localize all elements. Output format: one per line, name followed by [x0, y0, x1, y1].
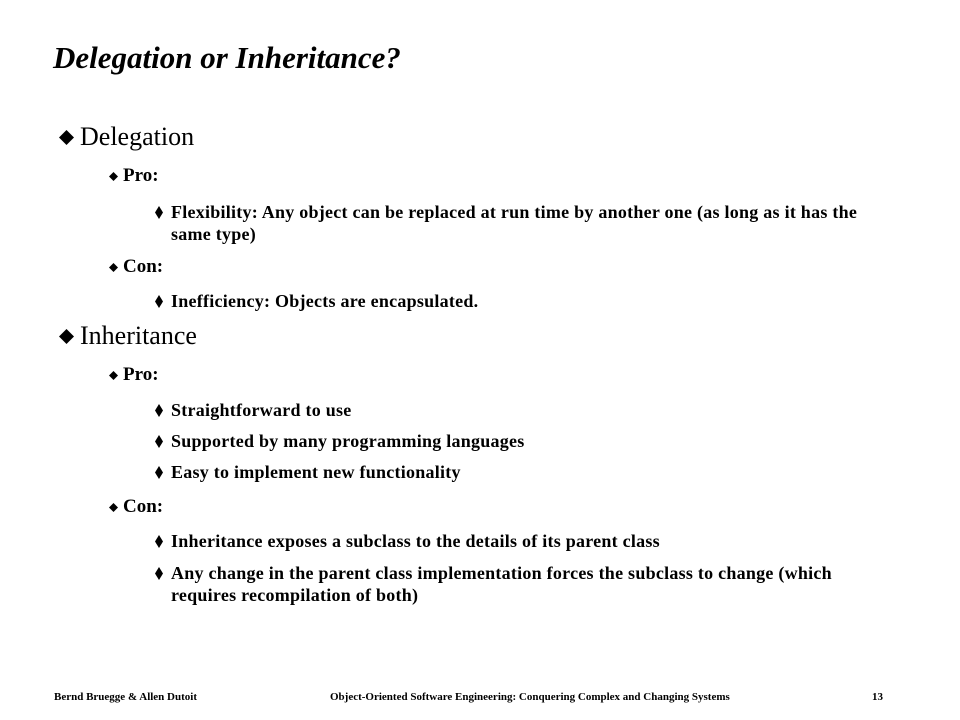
- list-item: [147, 562, 883, 606]
- list-item: [147, 201, 883, 245]
- diamond-bullet-icon: [52, 122, 80, 152]
- section-inheritance: [52, 321, 197, 351]
- group-label: Con:: [123, 496, 164, 517]
- list-item-text: Flexibility: Any object can be replaced at run time by another one (as long as it has the same type): [171, 202, 858, 244]
- list-item: [147, 461, 883, 483]
- list-item-text: Easy to implement new functionality: [171, 462, 461, 482]
- tall-diamond-bullet-icon: [147, 201, 171, 223]
- list-item-text: Supported by many programming languages: [171, 431, 525, 451]
- list-item: [147, 399, 883, 421]
- list-item: [147, 290, 883, 312]
- group-label: Con:: [123, 256, 164, 277]
- list-item-text: Inheritance exposes a subclass to the details of its parent class: [171, 531, 660, 551]
- footer-book-title: Object-Oriented Software Engineering: Conquering Complex and Changing Systems: [330, 691, 730, 703]
- section-delegation: [52, 122, 194, 152]
- list-item: [147, 530, 883, 552]
- small-diamond-bullet-icon: [103, 364, 123, 386]
- section-heading: Delegation: [80, 122, 195, 151]
- list-item-text: Straightforward to use: [171, 400, 352, 420]
- footer-authors: Bernd Bruegge & Allen Dutoit: [54, 691, 197, 703]
- footer-page-number: 13: [872, 691, 883, 703]
- tall-diamond-bullet-icon: [147, 430, 171, 452]
- section-heading: Inheritance: [80, 321, 197, 350]
- small-diamond-bullet-icon: [103, 165, 123, 187]
- list-item-text: Any change in the parent class implementation forces the subclass to change (which requires recompilation of both): [171, 563, 832, 605]
- group-label: Pro:: [123, 364, 159, 385]
- small-diamond-bullet-icon: [103, 256, 123, 278]
- diamond-bullet-icon: [52, 321, 80, 351]
- group-label: Pro:: [123, 165, 159, 186]
- group-con: [103, 496, 163, 518]
- list-item: [147, 430, 883, 452]
- group-pro: [103, 364, 159, 386]
- tall-diamond-bullet-icon: [147, 290, 171, 312]
- group-pro: [103, 165, 159, 187]
- list-item-text: Inefficiency: Objects are encapsulated.: [171, 291, 479, 311]
- small-diamond-bullet-icon: [103, 496, 123, 518]
- tall-diamond-bullet-icon: [147, 562, 171, 584]
- tall-diamond-bullet-icon: [147, 461, 171, 483]
- tall-diamond-bullet-icon: [147, 399, 171, 421]
- tall-diamond-bullet-icon: [147, 530, 171, 552]
- slide-title: Delegation or Inheritance?: [53, 40, 401, 75]
- group-con: [103, 256, 163, 278]
